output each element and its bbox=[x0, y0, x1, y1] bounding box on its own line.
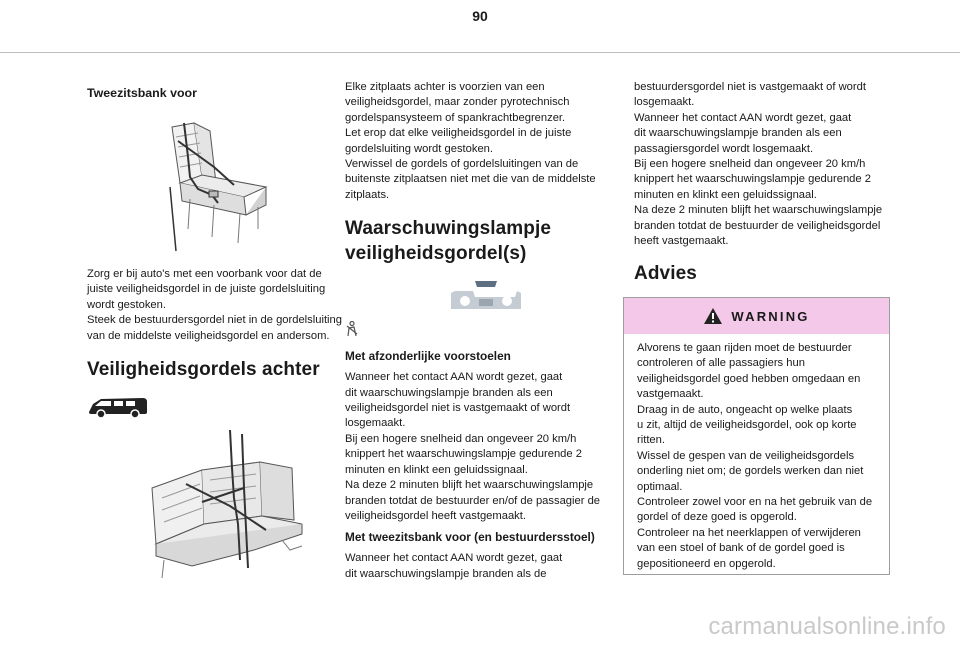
driver-belt-text: bestuurdersgordel niet is vastgemaakt of wordt losgemaakt. Wanneer het contact AAN wordt gezet, gaat dit waarschuwingslampje branden als een passagiersgordel wordt losgemaakt. Bij een hogere snelheid dan ongeveer 20 km/h knippert het waarschuwingslampje gedurende 2 minuten en klinkt een geluidssignaal. Na deze 2 minuten blijft het waarschuwingslampje branden totdat de bestuurder de veiligheidsgordel heeft vastgemaakt. bbox=[634, 81, 883, 248]
heading-rear-seatbelts: Veiligheidsgordels achter bbox=[87, 359, 320, 381]
warning-box bbox=[623, 297, 890, 575]
warning-triangle-icon bbox=[703, 307, 723, 325]
seatbelt-warning-lamp-icon bbox=[445, 279, 527, 313]
page-number: 90 bbox=[472, 8, 488, 24]
heading-tweezitsbank: Tweezitsbank voor bbox=[87, 86, 197, 100]
column-left bbox=[87, 80, 349, 580]
van-icon bbox=[87, 396, 149, 420]
bench-and-driver-text: Wanneer het contact AAN wordt gezet, gaat dit waarschuwingslampje branden als de bbox=[345, 552, 563, 580]
front-bench-text: Zorg er bij auto's met een voorbank voor dat de juiste veiligheidsgordel in de juiste gordelsluiting wordt gestoken. Steek de bestuurdersgordel niet in de gordelsluiting van de middelste veiligheidsgordel en andersom. bbox=[87, 268, 342, 342]
seatbelt-symbol-icon bbox=[345, 321, 359, 337]
column-right bbox=[634, 80, 890, 286]
subheading-separate-seats: Met afzonderlijke voorstoelen bbox=[345, 349, 511, 364]
subheading-bench-and-driver: Met tweezitsbank voor (en bestuurdersstoel) bbox=[345, 530, 595, 545]
rear-seatbelts-text: Elke zitplaats achter is voorzien van een veiligheidsgordel, maar zonder pyrotechnisch gordelspansysteem of spankrachtbegrenzer. Let erop dat elke veiligheidsgordel in de juiste gordelsluiting wordt gestoken. Verwissel de gordels of gordelsluitingen van de buitenste zitplaatsen niet met die van de middelste zitplaats. bbox=[345, 81, 596, 201]
warning-text: Alvorens te gaan rijden moet de bestuurder controleren of alle passagiers hun veiligheidsgordel goed hebben omgedaan en vastgemaakt. Draag in de auto, ongeacht op welke plaats u zit, altijd de veiligheidsgordel, ook op korte ritten. Wissel de gespen van de veiligheidsgordels onderling niet om; de gordels werken dan niet optimaal. Controleer zowel voor en na het gebruik van de gordel of deze goed is opgerold. Controleer na het neerklappen of verwijderen van een stoel of bank of de gordel goed is gepositioneerd en opgerold. bbox=[637, 342, 873, 570]
heading-advies: Advies bbox=[634, 263, 697, 285]
separate-seats-text: Wanneer het contact AAN wordt gezet, gaat dit waarschuwingslampje branden als een veiligheidsgordel niet is vastgemaakt of wordt losgemaakt. Bij een hogere snelheid dan ongeveer 20 km/h knippert het waarschuwingslampje gedurende 2 minuten en klinkt een geluidssignaal. Na deze 2 minuten blijft het waarschuwingslampje branden totdat de bestuurder en/of de passagier de veiligheidsgordel heeft vastgemaakt. bbox=[345, 371, 601, 522]
heading-warning-lamp: Waarschuwingslampje veiligheidsgordel(s) bbox=[345, 218, 552, 265]
warning-title: WARNING bbox=[731, 308, 810, 324]
header-divider bbox=[0, 52, 960, 53]
column-middle bbox=[345, 80, 607, 582]
watermark: carmanualsonline.info bbox=[708, 613, 946, 640]
warning-header bbox=[624, 298, 889, 334]
rear-seats-illustration bbox=[142, 428, 312, 580]
front-bench-seat-illustration bbox=[154, 117, 274, 257]
